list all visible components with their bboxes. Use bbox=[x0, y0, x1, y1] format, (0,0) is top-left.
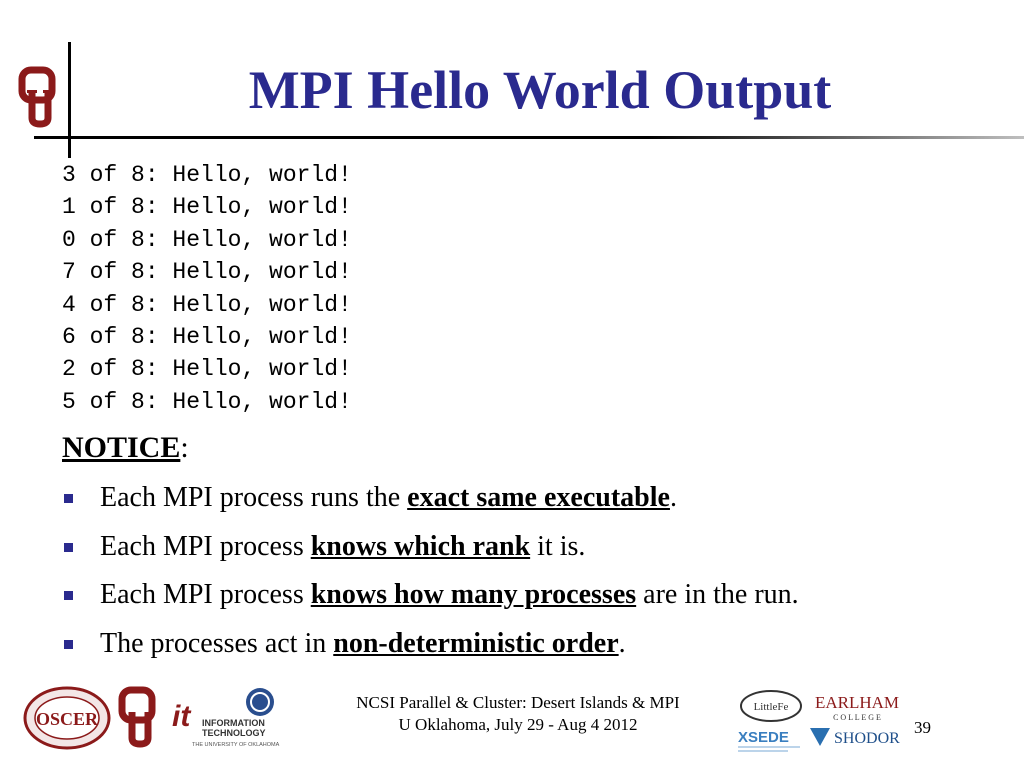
bullet-emphasis: knows which rank bbox=[310, 530, 531, 562]
header-vertical-rule bbox=[68, 42, 71, 158]
square-bullet-icon bbox=[64, 494, 73, 503]
littlefe-logo bbox=[738, 688, 804, 724]
bullet-text: The processes act in bbox=[100, 627, 334, 659]
square-bullet-icon bbox=[64, 591, 73, 600]
square-bullet-icon bbox=[64, 640, 73, 649]
littlefe-logo-text: LittleFe bbox=[753, 701, 789, 713]
it-logo bbox=[170, 686, 288, 748]
earlham-logo-text: EARLHAM bbox=[814, 693, 900, 712]
bullet-text: are in the run. bbox=[636, 579, 799, 610]
bullet-list bbox=[62, 478, 1002, 672]
oscer-logo-text: OSCER bbox=[35, 709, 99, 729]
code-line: 6 of 8: Hello, world! bbox=[62, 324, 352, 351]
shodor-logo bbox=[808, 722, 908, 750]
code-line: 5 of 8: Hello, world! bbox=[62, 388, 352, 415]
bullet-text: Each MPI process runs the bbox=[100, 482, 408, 513]
oscer-seal-logo bbox=[22, 686, 112, 750]
slide-title: MPI Hello World Output bbox=[248, 60, 832, 120]
ou-logo-icon bbox=[18, 66, 64, 128]
bullet-text: Each MPI process bbox=[100, 530, 311, 562]
bullet-text: Each MPI process bbox=[100, 579, 311, 610]
notice-label: NOTICE bbox=[62, 431, 181, 464]
square-bullet-icon bbox=[64, 543, 73, 552]
it-logo-text: it bbox=[172, 700, 191, 733]
code-line: 2 of 8: Hello, world! bbox=[62, 356, 352, 383]
bullet-text: . bbox=[618, 627, 626, 659]
bullet-item bbox=[62, 624, 1002, 673]
bullet-item bbox=[62, 478, 1002, 527]
it-line3-text: THE UNIVERSITY OF OKLAHOMA bbox=[192, 742, 280, 748]
xsede-logo-text: XSEDE bbox=[738, 729, 789, 746]
earlham-college-logo bbox=[808, 692, 906, 722]
bullet-emphasis: knows how many processes bbox=[310, 579, 637, 610]
code-line: 0 of 8: Hello, world! bbox=[62, 226, 352, 253]
earlham-sub-text: C O L L E G E bbox=[833, 713, 881, 722]
code-output bbox=[62, 159, 352, 418]
notice-heading bbox=[62, 428, 189, 468]
footer-line-1: NCSI Parallel & Cluster: Desert Islands & MPI bbox=[356, 693, 680, 712]
header-horizontal-rule bbox=[34, 136, 1024, 139]
code-line: 7 of 8: Hello, world! bbox=[62, 259, 352, 286]
notice-colon: : bbox=[180, 431, 189, 464]
it-line1-text: INFORMATION bbox=[202, 718, 265, 728]
bullet-emphasis: exact same executable bbox=[407, 482, 670, 513]
code-line: 3 of 8: Hello, world! bbox=[62, 162, 352, 188]
bullet-item bbox=[62, 575, 1002, 624]
code-line: 1 of 8: Hello, world! bbox=[62, 194, 352, 221]
shodor-logo-text: SHODOR bbox=[834, 730, 900, 747]
footer-line-2: U Oklahoma, July 29 - Aug 4 2012 bbox=[398, 715, 638, 734]
bullet-text: it is. bbox=[530, 530, 586, 562]
xsede-logo bbox=[736, 724, 808, 754]
bullet-text: . bbox=[669, 482, 677, 513]
bullet-item bbox=[62, 527, 1002, 576]
ou-footer-logo-icon bbox=[118, 686, 164, 748]
bullet-emphasis: non-deterministic order bbox=[333, 627, 619, 659]
page-number: 39 bbox=[914, 718, 931, 737]
it-line2-text: TECHNOLOGY bbox=[202, 728, 266, 738]
footer-citation bbox=[318, 692, 718, 736]
code-line: 4 of 8: Hello, world! bbox=[62, 291, 352, 318]
